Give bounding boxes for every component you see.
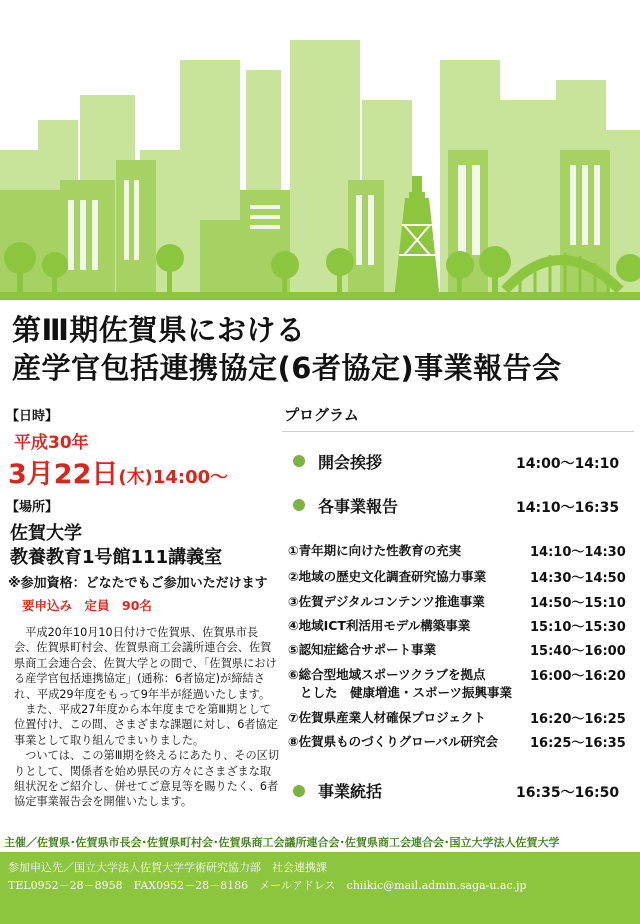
date-weekday: (木) [118, 467, 153, 488]
application-capacity: 要申込み 定員 90名 [22, 598, 152, 613]
event-title-line1: 第Ⅲ期佐賀県における [12, 313, 306, 347]
bullet-icon [293, 499, 305, 511]
city-skyline-illustration [0, 0, 640, 300]
program-item-continued: とした 健康増進・スポーツ振興事業 [300, 685, 513, 700]
closing-time: 16:35〜16:50 [516, 785, 620, 801]
opening-label: 開会挨拶 [318, 453, 383, 472]
program-item-time: 15:40〜16:00 [530, 644, 626, 659]
venue-room: 教養教育1号館111講義室 [10, 547, 223, 568]
opening-time: 14:00〜14:10 [516, 456, 620, 472]
bullet-icon [293, 455, 305, 467]
program-divider [282, 431, 634, 432]
venue-name: 佐賀大学 [10, 523, 82, 544]
program-item: ③佐賀デジタルコンテンツ推進事業 [288, 594, 485, 609]
reports-label: 各事業報告 [318, 497, 399, 516]
program-item: ④地域ICT利活用モデル構築事業 [288, 618, 471, 633]
reports-time: 14:10〜16:35 [516, 500, 620, 516]
event-date [8, 452, 228, 491]
program-item: ②地域の歴史文化調査研究協力事業 [288, 569, 487, 584]
program-item-time: 14:30〜14:50 [530, 571, 626, 586]
program-item: ⑧佐賀県ものづくりグローバル研究会 [288, 734, 498, 749]
date-time: 14:00〜 [152, 467, 229, 488]
date-day: 3月22日 [8, 459, 119, 490]
bullet-icon [293, 785, 305, 797]
description-paragraph: また、平成27年度から本年度までを第Ⅲ期として位置付け、この間、さまざまな課題に対し、6者協定事業として取り組んでまいりました。 [14, 703, 278, 747]
program-item-time: 14:50〜15:10 [530, 596, 626, 611]
program-item: ⑤認知症総合サポート事業 [288, 642, 437, 657]
program-item: ①青年期に向けた性教育の充実 [288, 543, 462, 558]
description-paragraph: ついては、この第Ⅲ期を終えるにあたり、その区切りとして、関係者を始め県民の方々にさまざまな取組状況をご紹介し、併せてご意見等を賜りたく、6者協定事業報告会を開催いたします。 [14, 749, 280, 809]
event-description [14, 625, 280, 810]
contact-phone-fax-email: TEL0952－28－8958 FAX0952－28－8186 メールアドレス chiikic@mail.admin.saga-u.ac.jp [8, 879, 527, 892]
date-era: 平成30年 [14, 433, 89, 453]
program-title: プログラム [284, 406, 359, 424]
participation-qualification: ※参加資格：どなたでもご参加いただけます [8, 576, 268, 591]
venue-label: 【場所】 [6, 500, 59, 515]
program-item-time: 16:25〜16:35 [530, 736, 626, 751]
event-title-line2: 産学官包括連携協定(6者協定)事業報告会 [12, 351, 562, 385]
contact-department: 参加申込先／国立大学法人佐賀大学学術研究協力部 社会連携課 [8, 861, 327, 874]
program-item-time: 14:10〜14:30 [530, 545, 626, 560]
description-paragraph: 平成20年10月10日付けで佐賀県、佐賀県市長会、佐賀県町村会、佐賀県商工会議所連合会、佐賀県商工会連合会、佐賀大学との間で、「佐賀県における産学官包括連携協定」(通称：6者協定)が締結され、平成29年度をもって9年半が経過いたします。 [14, 626, 277, 701]
program-item-time: 16:00〜16:20 [530, 669, 626, 684]
program-item-time: 16:20〜16:25 [530, 712, 626, 727]
program-item-time: 15:10〜15:30 [530, 620, 626, 635]
program-item: ⑥総合型地域スポーツクラブを拠点 [288, 667, 486, 682]
program-item: ⑦佐賀県産業人材確保プロジェクト [288, 710, 486, 725]
organizers: 主催／佐賀県･佐賀県市長会･佐賀県町村会･佐賀県商工会議所連合会･佐賀県商工会連合会･国立大学法人佐賀大学 [4, 836, 560, 849]
closing-label: 事業統括 [318, 782, 383, 801]
datetime-label: 【日時】 [6, 409, 59, 424]
